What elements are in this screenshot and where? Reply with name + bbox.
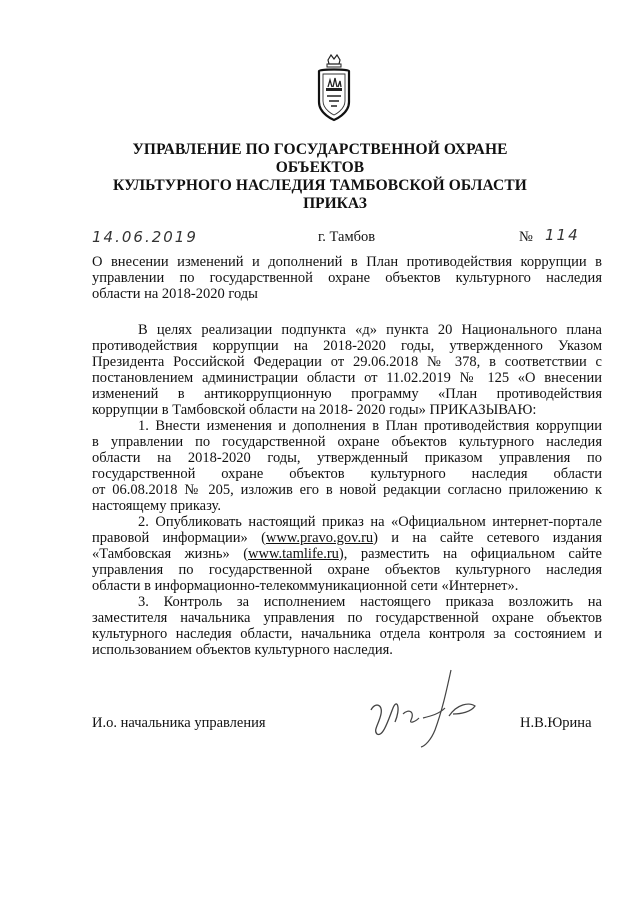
order-date: 14.06.2019 xyxy=(92,228,198,246)
signatory-name: Н.В.Юрина xyxy=(520,715,592,731)
pravo-link[interactable]: www.pravo.gov.ru xyxy=(265,530,374,546)
order-number-label: № xyxy=(519,229,533,245)
item-2-line xyxy=(92,546,602,562)
subject-line: области на 2018-2020 годы xyxy=(92,286,258,302)
order-body xyxy=(92,322,602,658)
item-3-line: использованием объектов культурного наследия. xyxy=(92,642,393,658)
item-2-line: 2. Опубликовать настоящий приказ на «Официальном интернет-портале xyxy=(138,514,602,530)
signatory-role: И.о. начальника управления xyxy=(92,715,266,731)
item-2-text: правовой информации» ( xyxy=(92,530,266,546)
order-number: 114 xyxy=(545,226,580,244)
item-2-line xyxy=(92,530,602,546)
item-3-line: заместителя начальника управления по государственной охране объектов xyxy=(92,610,602,626)
item-2-line: области в информационно-телекоммуникационной сети «Интернет». xyxy=(92,578,519,594)
coat-of-arms-icon xyxy=(314,54,354,124)
document-type: ПРИКАЗ xyxy=(303,195,367,212)
order-subject xyxy=(92,254,602,302)
item-2-text: «Тамбовская жизнь» ( xyxy=(92,546,249,562)
item-2-text: ) и на сайте сетевого издания xyxy=(373,530,602,546)
item-2-line: управления по государственной охране объектов культурного наследия xyxy=(92,562,602,578)
order-city: г. Тамбов xyxy=(318,229,376,245)
preamble-line: изменений в антикоррупционную программу «План противодействия xyxy=(92,386,602,402)
preamble-line: противодействия коррупции на 2018-2020 годы, утвержденного Указом xyxy=(92,338,602,354)
item-1-line: области на 2018-2020 годы, утвержденный приказом управления по xyxy=(92,450,602,466)
preamble-line: Президента Российской Федерации от 29.06.2018 № 378, в соответствии с xyxy=(92,354,602,370)
item-2-text: ), разместить на официальном сайте xyxy=(338,546,602,562)
tamlife-link[interactable]: www.tamlife.ru xyxy=(248,546,339,562)
organization-title xyxy=(100,141,540,195)
item-1-line: государственной охране объектов культурного наследия области xyxy=(92,466,602,482)
item-1-line: настоящему приказу. xyxy=(92,498,221,514)
item-1-line: 1. Внести изменения и дополнения в План противодействия коррупции xyxy=(138,418,602,434)
subject-line: О внесении изменений и дополнений в План противодействия коррупции в xyxy=(92,254,602,270)
organization-title-line-1: УПРАВЛЕНИЕ ПО ГОСУДАРСТВЕННОЙ ОХРАНЕ ОБЪЕКТОВ xyxy=(132,141,508,176)
preamble-line: постановлением администрации области от 11.02.2019 № 125 «О внесении xyxy=(92,370,602,386)
preamble-line: В целях реализации подпункта «д» пункта 20 Национального плана xyxy=(138,322,602,338)
item-1-line: от 06.08.2018 № 205, изложив его в новой редакции согласно приложению к xyxy=(92,482,602,498)
subject-line: управлении по государственной охране объектов культурного наследия xyxy=(92,270,602,286)
preamble-line: коррупции в Тамбовской области на 2018- 2020 годы» ПРИКАЗЫВАЮ: xyxy=(92,402,537,418)
item-3-line: культурного наследия области, начальника отдела контроля за состоянием и xyxy=(92,626,602,642)
organization-title-line-2: КУЛЬТУРНОГО НАСЛЕДИЯ ТАМБОВСКОЙ ОБЛАСТИ xyxy=(113,177,527,194)
item-3-line: 3. Контроль за исполнением настоящего приказа возложить на xyxy=(138,594,602,610)
handwritten-signature xyxy=(365,668,485,748)
item-1-line: в управлении по государственной охране объектов культурного наследия xyxy=(92,434,602,450)
